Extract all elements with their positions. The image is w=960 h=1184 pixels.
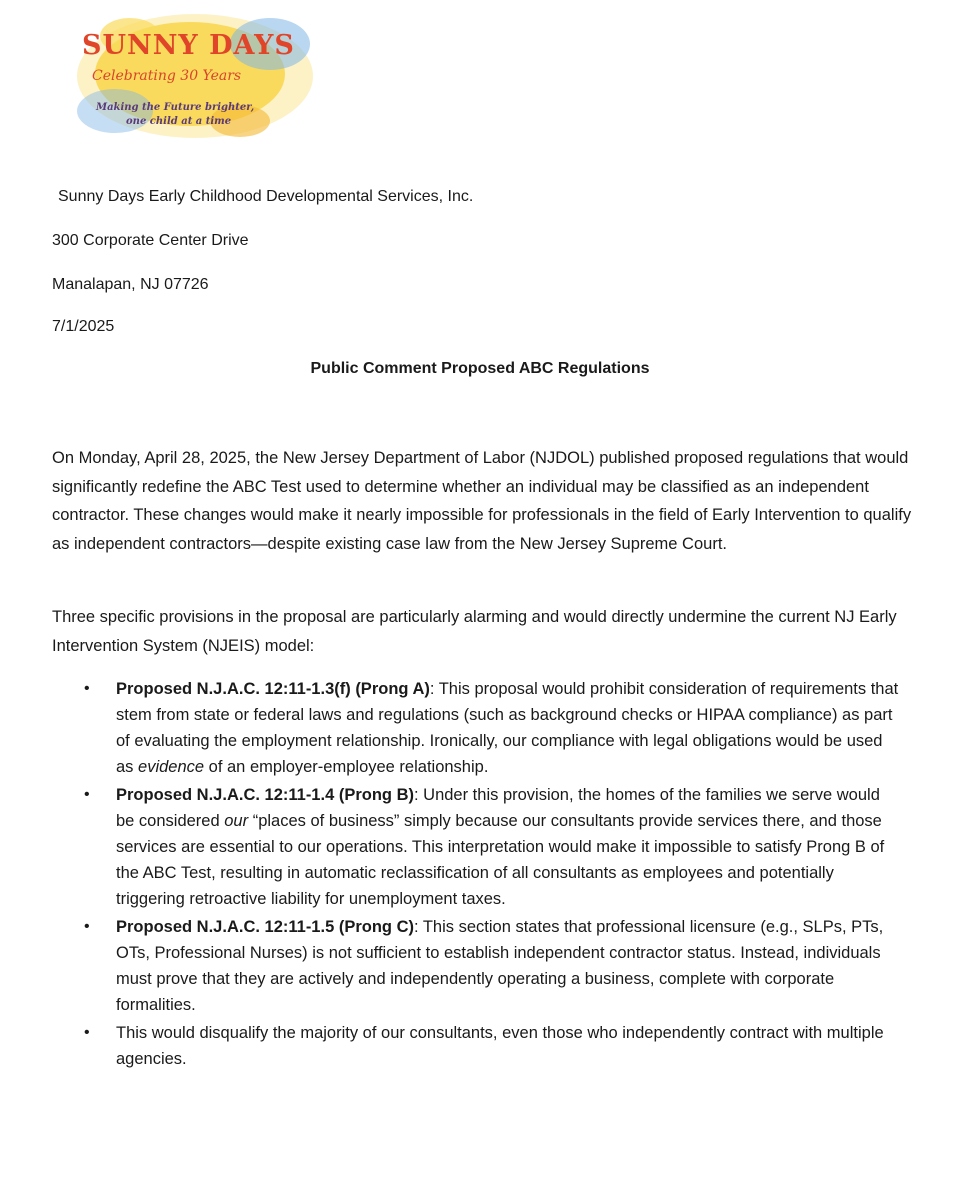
- sender-company: Sunny Days Early Childhood Developmental Services, Inc.: [58, 188, 474, 205]
- logo-title: SUNNY DAYS: [82, 30, 295, 61]
- document-heading: Public Comment Proposed ABC Regulations: [310, 360, 650, 377]
- provision-lead: Proposed N.J.A.C. 12:11-1.3(f) (Prong A): [116, 680, 430, 698]
- provision-emphasis: our: [224, 812, 249, 830]
- logo-tagline-line-1: Making the Future brighter,: [96, 102, 255, 113]
- letter-date: 7/1/2025: [52, 318, 115, 335]
- list-item: [52, 676, 902, 780]
- provision-lead: Proposed N.J.A.C. 12:11-1.5 (Prong C): [116, 918, 414, 936]
- bullet-icon: •: [84, 918, 90, 935]
- provisions-paragraph: Three specific provisions in the proposal are particularly alarming and would directly undermine the current NJ Early Intervention System (NJEIS) model:: [52, 608, 897, 655]
- list-item: [52, 1020, 902, 1072]
- intro-paragraph: On Monday, April 28, 2025, the New Jersey Department of Labor (NJDOL) published proposed regulations that would significantly redefine the ABC Test used to determine whether an individual may be classified as an independent contractor. These changes would make it nearly impossible for professionals in the field of Early Intervention to qualify as independent contractors—despite existing case law from the New Jersey Supreme Court.: [52, 449, 912, 553]
- logo-tagline-line-2: one child at a time: [126, 116, 232, 127]
- bullet-icon: •: [84, 786, 90, 803]
- logo-subtitle: Celebrating 30 Years: [92, 68, 242, 84]
- sender-street: 300 Corporate Center Drive: [52, 232, 249, 249]
- sunny-days-logo: [70, 6, 320, 146]
- bullet-icon: •: [84, 1024, 90, 1041]
- list-item: [52, 782, 902, 912]
- provision-text: : Under this provision, the homes of the families we serve would be considered: [116, 786, 880, 830]
- provision-emphasis: evidence: [138, 758, 205, 776]
- list-item: [52, 914, 902, 1018]
- provision-text: This would disqualify the majority of our consultants, even those who independently contract with multiple agencies.: [116, 1024, 884, 1068]
- sender-city: Manalapan, NJ 07726: [52, 276, 209, 293]
- provisions-list: [52, 676, 902, 1074]
- bullet-icon: •: [84, 680, 90, 697]
- provision-text: : This proposal would prohibit consideration of requirements that stem from state or federal laws and regulations (such as background checks or HIPAA compliance) as part of evaluating the employment relationship. Ironically, our compliance with legal obligations would be used as: [116, 680, 899, 776]
- provision-text-end: of an employer-employee relationship.: [204, 758, 489, 776]
- provision-lead: Proposed N.J.A.C. 12:11-1.4 (Prong B): [116, 786, 414, 804]
- provision-text: : This section states that professional licensure (e.g., SLPs, PTs, OTs, Professional Nurses) is not sufficient to establish independent contractor status. Instead, individuals must prove that they are actively and independently operating a business, complete with corporate formalities.: [116, 918, 884, 1014]
- provision-text-end: “places of business” simply because our consultants provide services there, and those services are essential to our operations. This interpretation would make it impossible to satisfy Prong B of the ABC Test, resulting in automatic reclassification of all consultants as employees and potentially triggering retroactive liability for unemployment taxes.: [116, 812, 885, 908]
